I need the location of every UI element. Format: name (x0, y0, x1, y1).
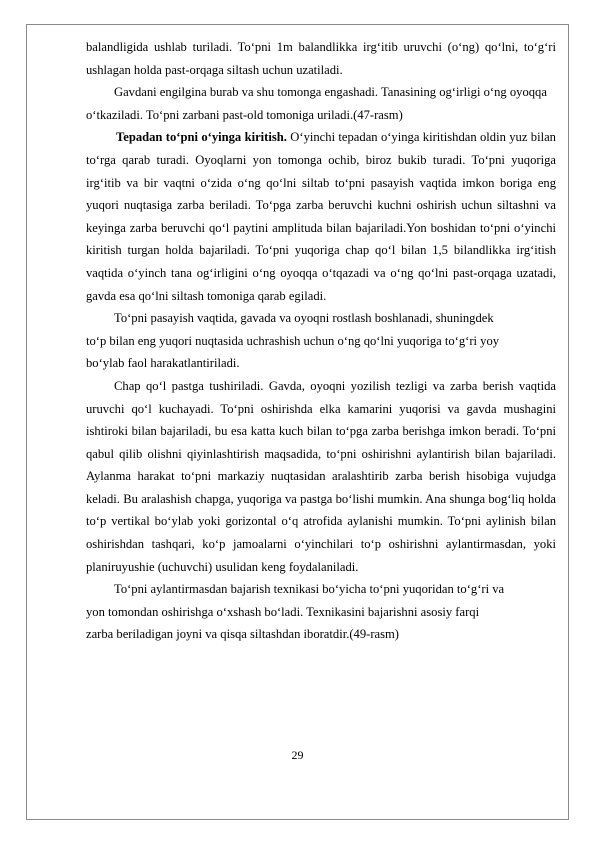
paragraph-4-line-3: bo‘ylab faol harakatlantiriladi. (86, 356, 240, 371)
paragraph-6-line-1: To‘pni aylantirmasdan bajarish texnikasi bo‘yicha to‘pni yuqoridan to‘g‘ri va (114, 582, 505, 597)
paragraph-3 (86, 126, 556, 307)
paragraph-1: balandligida ushlab turiladi. To‘pni 1m balandlikka irg‘itib uruvchi (o‘ng) qo‘lni, to‘g‘ri ushlagan holda past-orqaga siltash uchun uzatiladi. (86, 40, 556, 77)
document-body (86, 36, 556, 646)
paragraph-5: Chap qo‘l pastga tushiriladi. Gavda, oyoqni yozilish tezligi va zarba berish vaqtida uruvchi qo‘l kuchayadi. To‘pni oshirishda elka kamarini yuqorisi va gavda mushagini ishtiroki bilan bajariladi, bu esa katta kuch bilan to‘pga zarba berishga imkon beradi. To‘pni qabul qilib olishni qiyinlashtirish maqsadida, to‘pni oshirishni aylantirish bilan bajariladi. Aylanma harakat to‘pni markaziy nuqtasidan aralashtirib zarba berish hisobiga vujudga keladi. Bu aralashish chapga, yuqoriga va pastga bo‘lishi mumkin. Ana shunga bog‘liq holda to‘p vertikal bo‘ylab yoki gorizontal o‘q atrofida aylanishi mumkin. To‘pni aylinish bilan oshirishdan tashqari, ko‘p jamoalarni o‘yinchilari to‘p oshirishni aylantirmasdan, yoki planiruyushie (uchuvchi) usulidan keng foydalaniladi. (86, 378, 556, 574)
paragraph-4-line-2: to‘p bilan eng yuqori nuqtasida uchrashish uchun o‘ng qo‘lni yuqoriga to‘g‘ri yoy (86, 333, 500, 348)
paragraph-2: Gavdani engilgina burab va shu tomonga engashadi. Tanasining og‘irligi o‘ng oyoqqa o‘tkaziladi. To‘pni zarbani past-old tomoniga uriladi.(47-rasm) (86, 85, 547, 122)
paragraph-3-text: O‘yinchi tepadan o‘yinga kiritishdan oldin yuz bilan to‘rga qarab turadi. Oyoqlarni yon tomonga ochib, biroz bukib turadi. To‘pni yuqoriga irg‘itib va bir vaqtni o‘zida o‘ng qo‘lni siltab to‘pni pasayish vaqtida imkon boriga eng yuqori nuqtasiga zarba beriladi. To‘pga zarba beruvchi kuchni oshirish uchun siltashni va keyinga zarba beruvchi qo‘l paytini amplituda bilan bajariladi.Yon boshidan to‘pni o‘yinchi kiritish turgan holda bajariladi. To‘pni yuqoriga chap qo‘l bilan 1,5 bilandlikka irg‘itish vaqtida o‘yinch tana og‘irligini o‘ng oyoqqa o‘tqazadi va o‘ng qo‘lni past-orqaga uzatadi, gavda esa qo‘lni siltash tomoniga qarab egiladi. (86, 130, 556, 303)
page-number: 29 (291, 748, 304, 762)
paragraph-6-line-3: zarba beriladigan joyni va qisqa siltashdan iboratdir.(49-rasm) (86, 627, 399, 642)
section-heading: Tepadan to‘pni o‘yinga kiritish. (116, 130, 287, 145)
paragraph-6-line-2: yon tomondan oshirishga o‘xshash bo‘ladi. Texnikasini bajarishni asosiy farqi (86, 604, 480, 619)
paragraph-4-line-1: To‘pni pasayish vaqtida, gavada va oyoqni rostlash boshlanadi, shuningdek (114, 311, 494, 326)
